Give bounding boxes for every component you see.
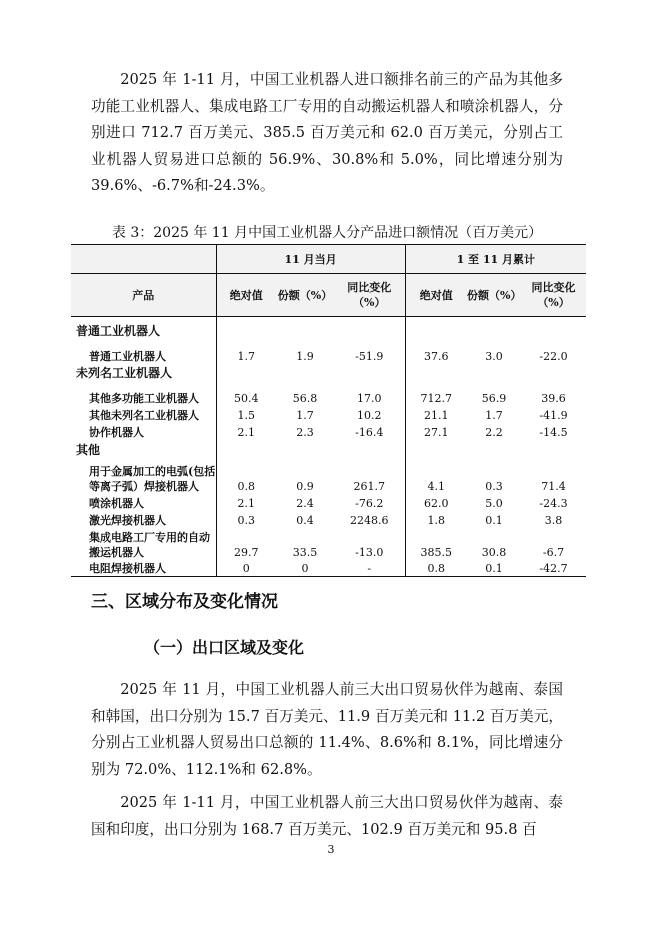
cell-abs-month: 2.1 bbox=[237, 425, 255, 439]
cell-abs-cum bbox=[405, 364, 467, 381]
cell-abs-cum: 712.7 bbox=[420, 391, 453, 405]
cell-abs-month: 1.7 bbox=[237, 349, 255, 363]
cell-yoy-cum: -6.7 bbox=[542, 545, 565, 559]
table-row bbox=[71, 406, 586, 423]
cell-yoy-cum bbox=[521, 440, 586, 458]
cell-yoy-month: 17.0 bbox=[334, 381, 405, 406]
cell-share-cum: 30.8 bbox=[481, 545, 507, 559]
cell-yoy-month: -51.9 bbox=[334, 339, 405, 364]
table-group-row bbox=[71, 440, 586, 458]
cell-share-cum: 56.9 bbox=[481, 391, 507, 405]
cell-yoy-cum: -24.3 bbox=[539, 496, 568, 510]
cell-abs-month: 0.8 bbox=[237, 479, 255, 493]
product-name: 其他未列名工业机器人 bbox=[71, 406, 216, 423]
cell-share-month bbox=[276, 364, 334, 381]
cell-abs-cum: 37.6 bbox=[424, 349, 449, 363]
cell-share-cum: 1.7 bbox=[485, 408, 503, 422]
import-by-product-table bbox=[71, 244, 586, 577]
cell-share-cum: 5.0 bbox=[485, 496, 503, 510]
cell-yoy-month bbox=[334, 317, 405, 339]
cell-share-cum bbox=[467, 317, 521, 339]
page-number: 3 bbox=[327, 843, 335, 856]
cell-yoy-month: 10.2 bbox=[334, 406, 405, 423]
cell-share-month: 1.9 bbox=[296, 349, 314, 363]
cell-yoy-month: 261.7 bbox=[334, 458, 405, 494]
cell-abs-cum: 4.1 bbox=[427, 479, 446, 493]
group-label: 普通工业机器人 bbox=[71, 317, 216, 339]
product-name: 协作机器人 bbox=[71, 423, 216, 440]
cell-yoy-month: - bbox=[334, 560, 405, 577]
cell-yoy-month: -16.4 bbox=[334, 423, 405, 440]
cell-yoy-cum: -41.9 bbox=[539, 408, 568, 422]
cell-abs-cum: 62.0 bbox=[424, 496, 449, 510]
cell-yoy-cum bbox=[521, 317, 586, 339]
cell-abs-cum: 385.5 bbox=[420, 545, 453, 559]
table-body bbox=[71, 317, 586, 577]
group-header-month: 11 月当月 bbox=[216, 245, 405, 274]
cell-abs-month bbox=[216, 440, 276, 458]
table-row bbox=[71, 560, 586, 577]
cell-yoy-month: -76.2 bbox=[334, 494, 405, 511]
cell-yoy-month: 2248.6 bbox=[334, 511, 405, 528]
cell-abs-month: 50.4 bbox=[234, 391, 259, 405]
cell-yoy-month bbox=[334, 364, 405, 381]
cell-yoy-cum: -42.7 bbox=[521, 560, 586, 577]
col-header-yoy-month: 同比变化（%） bbox=[334, 274, 405, 317]
col-header-share-cum: 份额（%） bbox=[467, 274, 521, 317]
product-name: 激光焊接机器人 bbox=[71, 511, 216, 528]
cell-share-month: 33.5 bbox=[292, 545, 318, 559]
cell-abs-month: 0.3 bbox=[237, 513, 255, 527]
col-header-product: 产品 bbox=[71, 274, 216, 317]
cell-yoy-month bbox=[334, 440, 405, 458]
product-name: 普通工业机器人 bbox=[71, 339, 216, 364]
cell-yoy-cum: 71.4 bbox=[541, 479, 566, 493]
product-name: 电阻焊接机器人 bbox=[71, 560, 216, 577]
cell-yoy-cum: 39.6 bbox=[541, 391, 566, 405]
table-caption: 表 3：2025 年 11 月中国工业机器人分产品进口额情况（百万美元） bbox=[111, 225, 543, 241]
paragraph-export-cumulative: 2025 年 1-11 月，中国工业机器人前三大出口贸易伙伴为越南、泰国和印度，出口分别为 168.7 百万美元、102.9 百万美元和 95.8 百 bbox=[91, 794, 563, 838]
cell-share-month: 0 bbox=[276, 560, 334, 577]
cell-yoy-month: -13.0 bbox=[334, 528, 405, 560]
table-row bbox=[71, 381, 586, 406]
cell-share-month bbox=[276, 440, 334, 458]
cell-share-month: 56.8 bbox=[292, 391, 318, 405]
product-name: 喷涂机器人 bbox=[71, 494, 216, 511]
table-group-row bbox=[71, 317, 586, 339]
section-heading: 三、区域分布及变化情况 bbox=[91, 592, 278, 612]
table-row bbox=[71, 494, 586, 511]
cell-abs-cum bbox=[405, 317, 467, 339]
cell-share-cum: 0.3 bbox=[485, 479, 503, 493]
cell-abs-month: 2.1 bbox=[237, 496, 255, 510]
table-row bbox=[71, 339, 586, 364]
product-name: 用于金属加工的电弧(包括等离子弧）焊接机器人 bbox=[71, 458, 216, 494]
cell-yoy-cum: -14.5 bbox=[539, 425, 568, 439]
group-label: 其他 bbox=[71, 440, 216, 458]
table-row bbox=[71, 528, 586, 560]
cell-share-cum: 0.1 bbox=[467, 560, 521, 577]
cell-abs-month bbox=[216, 317, 276, 339]
cell-share-cum: 0.1 bbox=[485, 513, 503, 527]
cell-abs-cum: 0.8 bbox=[405, 560, 467, 577]
cell-share-month: 1.7 bbox=[296, 408, 314, 422]
table-row bbox=[71, 511, 586, 528]
cell-share-month: 2.3 bbox=[296, 425, 314, 439]
cell-share-month: 0.9 bbox=[296, 479, 314, 493]
cell-abs-month bbox=[216, 364, 276, 381]
cell-share-cum bbox=[467, 364, 521, 381]
table-row bbox=[71, 423, 586, 440]
group-header-cumulative: 1 至 11 月累计 bbox=[405, 245, 586, 274]
cell-abs-cum: 21.1 bbox=[424, 408, 449, 422]
product-name: 其他多功能工业机器人 bbox=[71, 381, 216, 406]
table-row bbox=[71, 458, 586, 494]
subsection-heading: （一）出口区域及变化 bbox=[144, 638, 305, 657]
cell-abs-month: 1.5 bbox=[237, 408, 255, 422]
cell-abs-cum: 27.1 bbox=[424, 425, 449, 439]
cell-share-cum: 2.2 bbox=[485, 425, 503, 439]
cell-share-cum: 3.0 bbox=[485, 349, 503, 363]
product-name: 集成电路工厂专用的自动搬运机器人 bbox=[71, 528, 216, 560]
paragraph-import-products: 2025 年 1-11 月，中国工业机器人进口额排名前三的产品为其他多功能工业机器人、集成电路工厂专用的自动搬运机器人和喷涂机器人，分别进口 712.7 百万美元、385.5 百万美元和 62.0 百万美元，分别占工业机器人贸易进口总额的 56.9%、30.8%和 5.0%，同比增速分别为 39.6%、-6.7%和-24.3%。 bbox=[91, 71, 563, 194]
cell-abs-cum: 1.8 bbox=[427, 513, 446, 527]
cell-share-month: 2.4 bbox=[296, 496, 314, 510]
group-label: 未列名工业机器人 bbox=[71, 364, 216, 381]
cell-share-month: 0.4 bbox=[296, 513, 314, 527]
col-header-abs-month: 绝对值 bbox=[216, 274, 276, 317]
table-group-row bbox=[71, 364, 586, 381]
cell-abs-cum bbox=[405, 440, 467, 458]
col-header-yoy-cum: 同比变化（%） bbox=[521, 274, 586, 317]
paragraph-export-november: 2025 年 11 月，中国工业机器人前三大出口贸易伙伴为越南、泰国和韩国，出口分别为 15.7 百万美元、11.9 百万美元和 11.2 百万美元，分别占工业机器人贸易出口总额的 11.4%、8.6%和 8.1%，同比增速分别为 72.0%、112.1%和 62.8%。 bbox=[91, 681, 563, 778]
col-header-share-month: 份额（%） bbox=[276, 274, 334, 317]
cell-abs-month: 29.7 bbox=[234, 545, 259, 559]
cell-yoy-cum: 3.8 bbox=[544, 513, 563, 527]
col-header-abs-cum: 绝对值 bbox=[405, 274, 467, 317]
cell-yoy-cum: -22.0 bbox=[539, 349, 568, 363]
cell-yoy-cum bbox=[521, 364, 586, 381]
header-blank bbox=[71, 245, 216, 274]
cell-share-month bbox=[276, 317, 334, 339]
cell-share-cum bbox=[467, 440, 521, 458]
cell-abs-month: 0 bbox=[216, 560, 276, 577]
